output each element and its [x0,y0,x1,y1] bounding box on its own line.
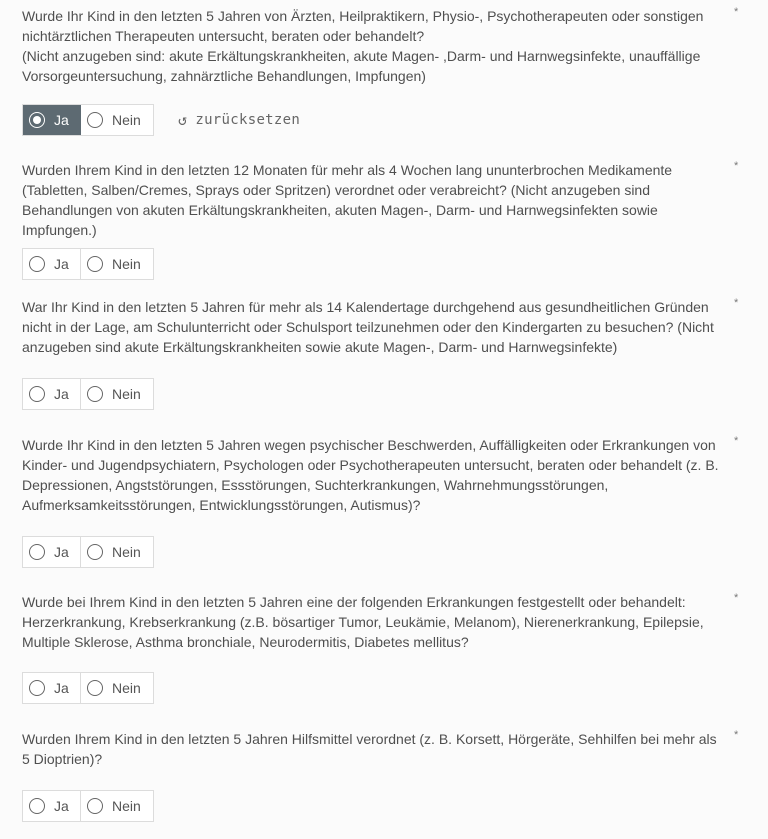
option-ja[interactable] [23,537,81,567]
required-marker: * [734,6,739,18]
option-ja[interactable] [23,673,81,703]
radio-icon [29,256,45,272]
question-text [22,435,728,515]
question-main-text: Wurde Ihr Kind in den letzten 5 Jahren wegen psychischer Beschwerden, Auffälligkeiten oder Erkrankungen von Kinder- und Jugendpsychiatern, Psychologen oder Psychotherapeuten untersucht, beraten oder behandelt (z. B. Depressionen, Angststörungen, Essstörungen, Suchterkrankungen, Wahrnehmungsstörungen, Aufmerksamkeitsstörungen, Entwicklungsstörungen, Autismus)? [22,437,719,513]
question-main-text: Wurde Ihr Kind in den letzten 5 Jahren von Ärzten, Heilpraktikern, Physio-, Psychotherapeuten oder sonstigen nichtärztlichen Therapeuten untersucht, beraten oder behandelt? [22,8,704,44]
radio-icon [87,544,103,560]
answer-row [22,672,768,704]
required-marker: * [734,297,739,309]
option-label: Nein [112,386,141,402]
option-ja[interactable] [23,379,81,409]
yes-no-toggle [22,790,154,822]
yes-no-toggle [22,378,154,410]
option-nein[interactable] [81,673,153,703]
radio-icon [87,112,103,128]
option-label: Nein [112,544,141,560]
radio-icon [29,112,45,128]
yes-no-toggle [22,104,154,136]
answer-row [22,378,768,410]
question-6 [22,729,768,822]
option-label: Ja [54,386,69,402]
option-ja[interactable] [23,791,81,821]
yes-no-toggle [22,672,154,704]
question-text [22,297,728,357]
question-main-text: Wurden Ihrem Kind in den letzten 12 Monaten für mehr als 4 Wochen lang ununterbrochen Medikamente (Tabletten, Salben/Cremes, Sprays oder Spritzen) verordnet oder verabreicht? (Nicht anzugeben sind Behandlungen von akuten Erkältungskrankheiten, akuten Magen-, Darm- und Harnwegsinfekten sowie Impfungen.) [22,162,673,238]
undo-icon: ↺ [178,111,188,129]
option-ja[interactable] [23,105,81,135]
option-label: Ja [54,544,69,560]
option-nein[interactable] [81,379,153,409]
radio-icon [29,544,45,560]
question-text [22,160,728,240]
option-nein[interactable] [81,249,153,279]
option-nein[interactable] [81,791,153,821]
question-text [22,592,728,652]
option-label: Ja [54,256,69,272]
question-2 [22,160,768,280]
option-label: Ja [54,680,69,696]
required-marker: * [734,729,739,741]
answer-row [22,248,768,280]
question-main-text: War Ihr Kind in den letzten 5 Jahren für mehr als 14 Kalendertage durchgehend aus gesundheitlichen Gründen nicht in der Lage, am Schulunterricht oder Schulsport teilzunehmen oder den Kindergarten zu besuchen? (Nicht anzugeben sind akute Erkältungskrankheiten sowie akute Magen-, Darm- und Harnwegsinfekte) [22,299,714,355]
yes-no-toggle [22,536,154,568]
question-main-text: Wurden Ihrem Kind in den letzten 5 Jahren Hilfsmittel verordnet (z. B. Korsett, Hörgeräte, Sehhilfen bei mehr als 5 Dioptrien)? [22,731,717,767]
radio-icon [29,798,45,814]
option-label: Nein [112,798,141,814]
option-nein[interactable] [81,537,153,567]
option-nein[interactable] [81,105,153,135]
question-4 [22,435,768,568]
required-marker: * [734,592,739,604]
yes-no-toggle [22,248,154,280]
radio-icon [87,386,103,402]
option-label: Ja [54,112,69,128]
option-label: Nein [112,112,141,128]
question-note: (Nicht anzugeben sind: akute Erkältungskrankheiten, akute Magen- ,Darm- und Harnwegsinfekte, unauffällige Vorsorgeuntersuchung, zahnärztliche Behandlungen, Impfungen) [22,48,701,84]
radio-icon [87,798,103,814]
question-text [22,6,728,86]
radio-icon [29,680,45,696]
reset-button[interactable] [178,111,300,129]
answer-row [22,790,768,822]
option-label: Nein [112,256,141,272]
radio-icon [29,386,45,402]
required-marker: * [734,160,739,172]
question-main-text: Wurde bei Ihrem Kind in den letzten 5 Jahren eine der folgenden Erkrankungen festgestellt oder behandelt: Herzerkrankung, Krebserkrankung (z.B. bösartiger Tumor, Leukämie, Melanom), Nierenerkrankung, Epilepsie, Multiple Sklerose, Asthma bronchiale, Neurodermitis, Diabetes mellitus? [22,594,704,650]
reset-label: zurücksetzen [195,112,301,128]
option-label: Ja [54,798,69,814]
required-marker: * [734,435,739,447]
option-ja[interactable] [23,249,81,279]
answer-row [22,104,768,136]
question-text [22,729,728,769]
question-3 [22,297,768,410]
question-1 [22,6,768,136]
question-5 [22,592,768,704]
option-label: Nein [112,680,141,696]
radio-icon [87,256,103,272]
answer-row [22,536,768,568]
radio-icon [87,680,103,696]
